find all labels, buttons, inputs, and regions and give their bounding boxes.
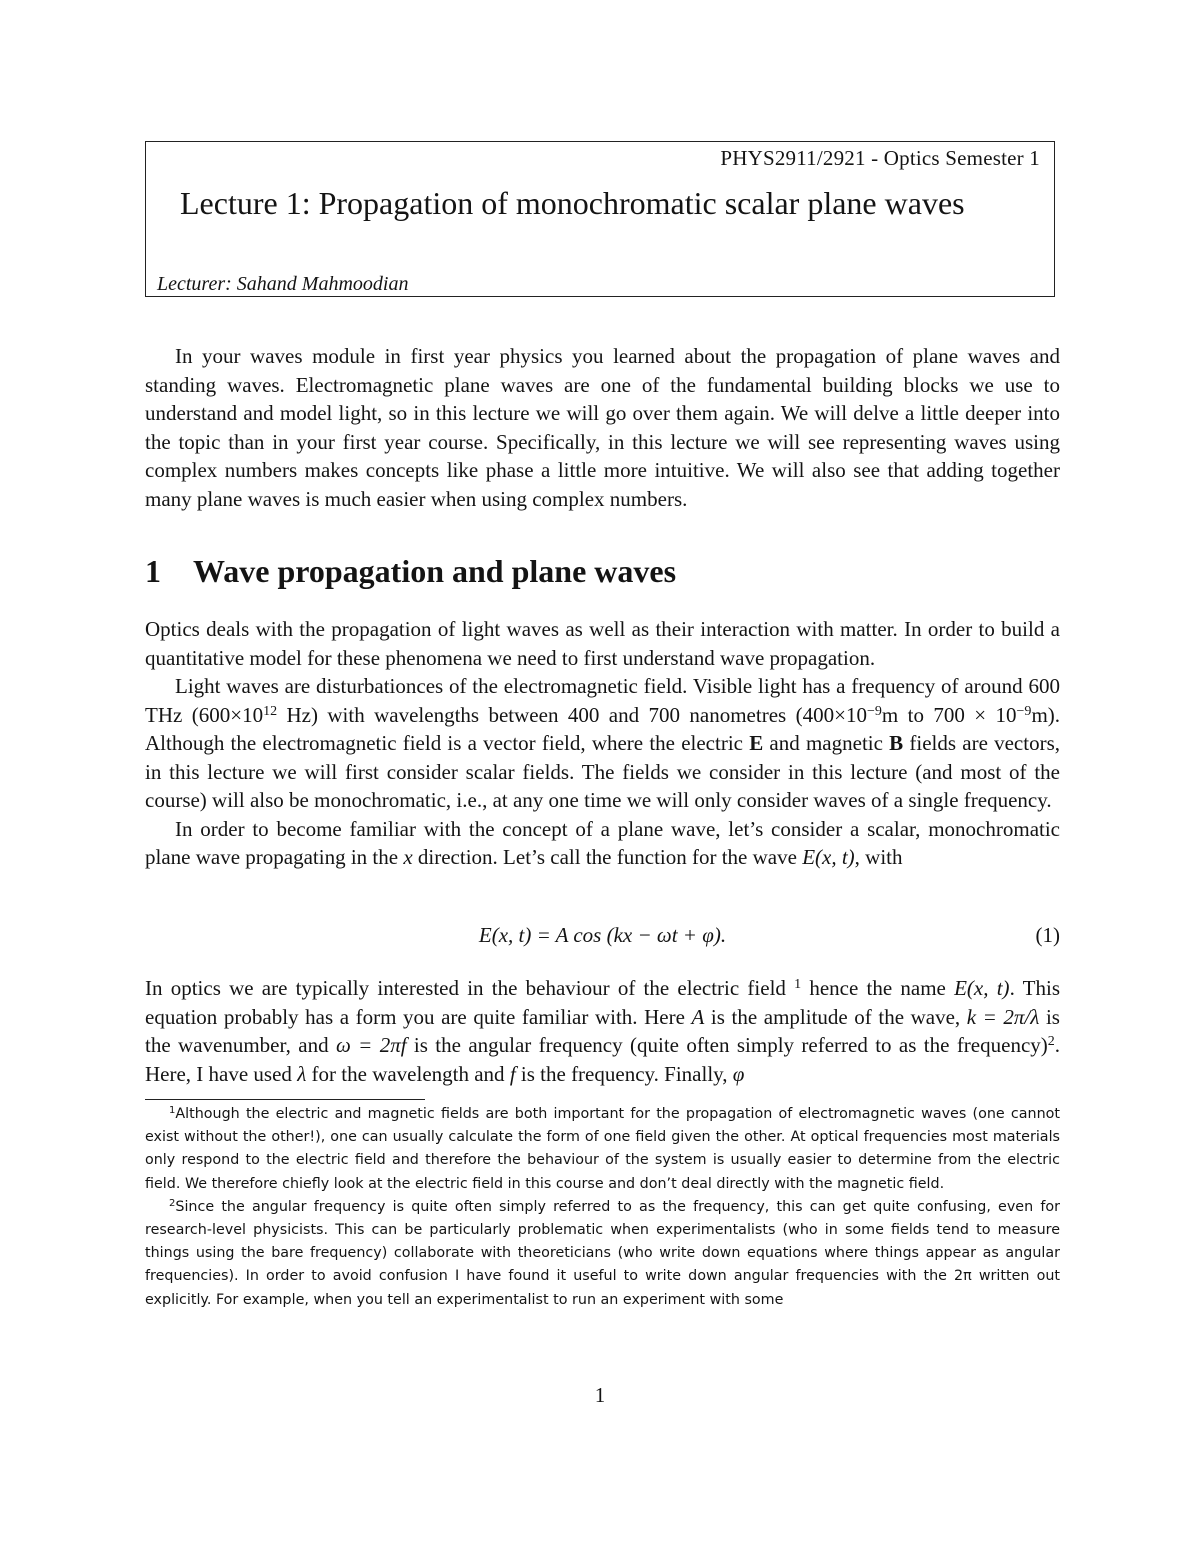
paragraph-optics: Optics deals with the propagation of light waves as well as their interaction with matter. In order to build a quantitative model for these phenomena we need to first understand wave propagation.	[145, 617, 1060, 670]
text-span: is the frequency. Finally,	[515, 1061, 733, 1086]
footnote-text: Although the electric and magnetic fields are both important for the propagation of electromagnetic waves (one cannot exist without the other!), one can usually calculate the form of one field given the other. At optical frequencies most materials only respond to the electric field and therefore the behaviour of the system is usually easier to determine from the electric field. We therefore chiefly look at the electric field in this course and don’t deal directly with the magnetic field.	[145, 1106, 1060, 1192]
footnote-mark: 1	[169, 1105, 176, 1116]
times-symbol: ×	[974, 702, 987, 727]
footnote-ref[interactable]: 2	[1047, 1034, 1055, 1049]
text-span: direction. Let’s call the function for the wave	[412, 845, 803, 869]
text-span: is the wavenumber, and	[145, 1004, 1060, 1057]
section-body	[145, 615, 1060, 872]
vector-symbol: B	[889, 731, 904, 755]
section-number: 1	[145, 553, 161, 589]
text-span: 10	[242, 702, 264, 727]
text-span: for the wavelength and	[306, 1061, 510, 1086]
text-span: . Here, I have used	[145, 1033, 1061, 1086]
footnote-text: Since the angular frequency is quite often simply referred to as the frequency, this can get quite confusing, even for research-level physicists. This can be particularly problematic when experimentalists (who in some fields tend to measure things using the bare frequency) collaborate with theoreticians (who write down equations where things appear as angular frequencies). In order to avoid confusion I have found it useful to write down angular frequencies with the 2π written out explicitly. For example, when you tell an experimentalist to run an experiment with some	[145, 1198, 1060, 1308]
math-symbol: f	[509, 1061, 516, 1086]
text-span: 10	[845, 702, 867, 727]
vector-symbol: E	[749, 731, 764, 755]
text-span: is the amplitude of the wave,	[704, 1004, 967, 1029]
lecturer-name: Lecturer: Sahand Mahmoodian	[157, 273, 409, 295]
text-span: and magnetic	[763, 731, 890, 755]
text-span: . This equation probably has a form you are quite familiar with. Here	[145, 976, 1060, 1029]
footnote-ref[interactable]: 1	[794, 977, 802, 992]
exponent: 12	[263, 703, 278, 719]
footnote-divider	[145, 1099, 425, 1100]
section-title: Wave propagation and plane waves	[193, 553, 677, 589]
equation-1	[145, 923, 1060, 953]
math-symbol: k = 2π/λ	[966, 1004, 1040, 1029]
paragraph-light-waves	[145, 672, 1060, 815]
text-span: Light waves are disturbationces of the electromagnetic field. Visible light has a frequency of around 600 THz (600	[145, 674, 1060, 727]
math-symbol: E(x, t)	[802, 845, 855, 869]
course-code: PHYS2911/2921 - Optics Semester 1	[720, 146, 1040, 170]
text-span: , with	[854, 845, 903, 869]
footnote-1	[145, 1103, 1060, 1196]
intro-paragraph: In your waves module in first year physics you learned about the propagation of plane waves and standing waves. Electromagnetic plane waves are one of the fundamental building blocks we use to understand and model light, so in this lecture we will go over them again. We will delve a little deeper into the topic than in your first year course. Specifically, in this lecture we will see representing waves using complex numbers makes concepts like phase a little more intuitive. We will also see that adding together many plane waves is much easier when using complex numbers.	[145, 344, 1060, 511]
exponent: −9	[1016, 703, 1032, 719]
text-span: 10	[986, 702, 1017, 727]
footnotes	[145, 1103, 1060, 1312]
math-symbol: ω = 2πf	[335, 1033, 407, 1057]
lecture-title: Lecture 1: Propagation of monochromatic scalar plane waves	[180, 185, 965, 221]
math-symbol: φ	[732, 1061, 745, 1086]
exponent: −9	[866, 703, 882, 719]
equation-body: E(x, t) = A cos (kx − ωt + φ).	[478, 923, 727, 947]
page-number: 1	[594, 1383, 606, 1407]
lecture-header-box	[145, 141, 1055, 297]
times-symbol: ×	[834, 702, 846, 727]
math-symbol: A	[691, 1004, 705, 1029]
footnote-2	[145, 1196, 1060, 1312]
math-symbol: E(x, t)	[954, 976, 1010, 1000]
text-span: hence the name	[801, 976, 955, 1000]
math-symbol: x	[403, 845, 413, 869]
text-span: fields are vectors, in this lecture we will first consider scalar fields. The fields we consider in this lecture (and most of the course) will also be monochromatic, i.e., at any one time we will only consider waves of a single frequency.	[145, 731, 1060, 812]
text-span: In order to become familiar with the concept of a plane wave, let’s consider a scalar, monochromatic plane wave propagating in the	[145, 816, 1060, 869]
math-symbol: λ	[297, 1061, 307, 1086]
text-span: Hz) with wavelengths between 400 and 700 nanometres (400	[277, 702, 835, 727]
text-span: m). Although the electromagnetic field is a vector field, where the electric	[145, 702, 1061, 755]
text-span: is the angular frequency (quite often simply referred to as the frequency)	[406, 1033, 1048, 1057]
times-symbol: ×	[230, 702, 243, 727]
section-heading	[145, 553, 676, 590]
text-span: In optics we are typically interested in the behaviour of the electric field	[145, 976, 795, 1000]
paragraph-electric-field	[145, 974, 1060, 1088]
equation-number: (1)	[1035, 923, 1060, 947]
paragraph-plane-wave	[145, 815, 1060, 872]
text-span: m to 700	[881, 702, 975, 727]
footnote-mark: 2	[169, 1197, 176, 1209]
